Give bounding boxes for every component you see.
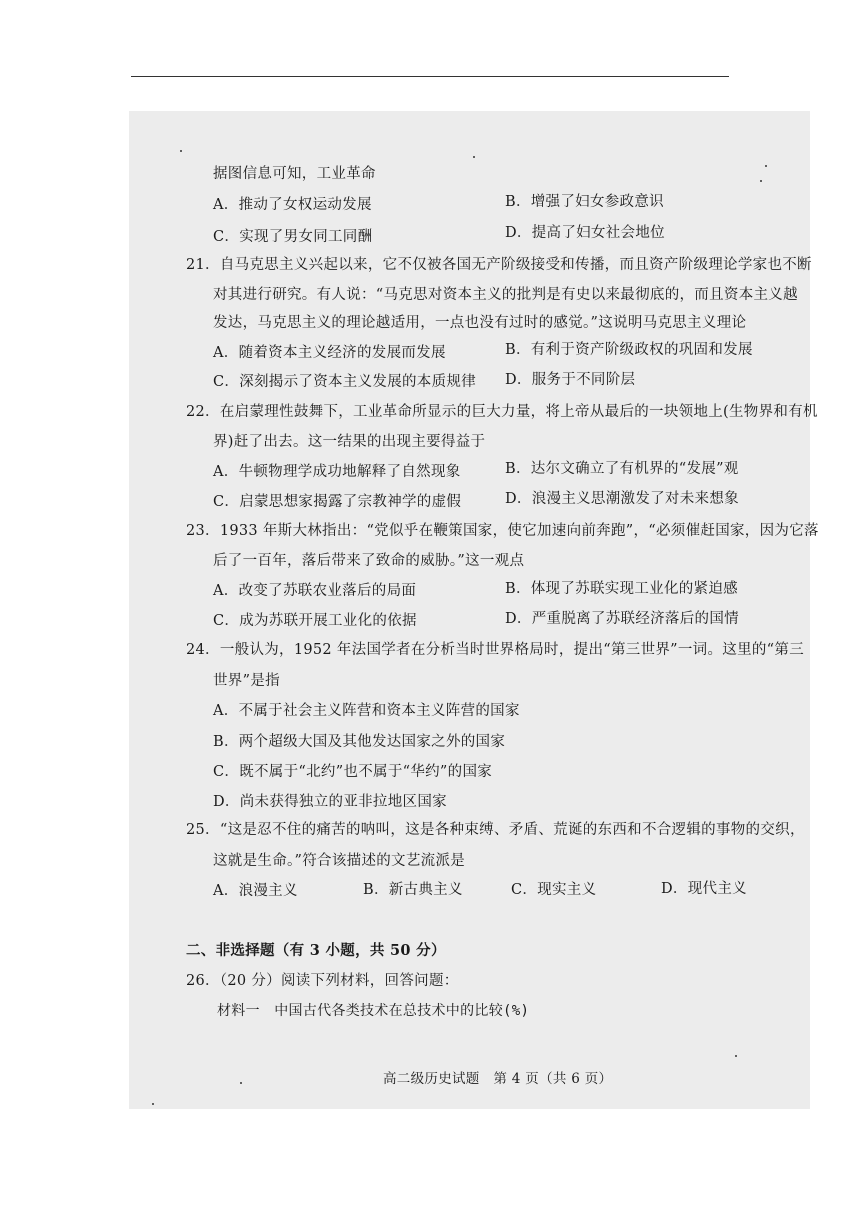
page-footer: 高二级历史试题 第 4 页（共 6 页） — [383, 1071, 613, 1087]
q25-option-b: B．新古典主义 — [363, 882, 463, 898]
q21-option-c: C．深刻揭示了资本主义发展的本质规律 — [213, 374, 476, 390]
q26-stem: 26．（20 分）阅读下列材料，回答问题： — [186, 973, 459, 989]
q22-option-b: B．达尔文确立了有机界的“发展”观 — [505, 461, 739, 477]
q23-option-d: D．严重脱离了苏联经济落后的国情 — [505, 611, 739, 627]
q23-stem-line2: 后了一百年，落后带来了致命的威胁。”这一观点 — [213, 553, 525, 569]
q25-option-c: C．现实主义 — [511, 882, 597, 898]
q25-stem-line2: 这就是生命。”符合该描述的文艺流派是 — [213, 853, 466, 869]
q25-option-a: A．浪漫主义 — [213, 883, 298, 899]
q20-option-c: C．实现了男女同工同酬 — [213, 229, 373, 245]
q25-option-d: D．现代主义 — [661, 881, 747, 897]
q22-option-c: C．启蒙思想家揭露了宗教神学的虚假 — [213, 494, 462, 510]
scan-speck — [735, 1055, 737, 1057]
q23-option-b: B．体现了苏联实现工业化的紧迫感 — [505, 581, 738, 597]
q20-stem: 据图信息可知，工业革命 — [213, 166, 376, 182]
q21-option-b: B．有利于资产阶级政权的巩固和发展 — [505, 342, 753, 358]
q21-stem-line3: 发达，马克思主义的理论越适用，一点也没有过时的感觉。”这说明马克思主义理论 — [213, 315, 747, 331]
q25-stem-line1: 25．“这是忍不住的痛苦的呐叫，这是各种束缚、矛盾、荒诞的东西和不合逻辑的事物的交织， — [186, 822, 805, 838]
q22-stem-line2: 界)赶了出去。这一结果的出现主要得益于 — [213, 434, 486, 450]
q20-option-b: B．增强了妇女参政意识 — [505, 194, 664, 210]
q20-option-a: A．推动了女权运动发展 — [213, 197, 372, 213]
q24-option-c: C．既不属于“北约”也不属于“华约”的国家 — [213, 764, 493, 780]
q21-option-d: D．服务于不同阶层 — [505, 372, 636, 388]
scan-speck — [180, 150, 182, 152]
q23-option-c: C．成为苏联开展工业化的依据 — [213, 613, 417, 629]
scan-speck — [473, 156, 475, 158]
scan-speck — [765, 165, 767, 167]
q24-stem-line1: 24．一般认为，1952 年法国学者在分析当时世界格局时，提出“第三世界”一词。这里的“第三 — [186, 642, 804, 658]
q23-option-a: A．改变了苏联农业落后的局面 — [213, 583, 417, 599]
section-title: 二、非选择题（有 3 小题，共 50 分） — [186, 942, 446, 959]
q20-option-d: D．提高了妇女社会地位 — [505, 225, 665, 241]
q26-material1-title: 材料一 中国古代各类技术在总技术中的比较(%) — [217, 1003, 530, 1019]
q22-option-a: A．牛顿物理学成功地解释了自然现象 — [213, 464, 461, 480]
q24-option-d: D．尚未获得独立的亚非拉地区国家 — [213, 794, 447, 810]
scan-speck — [760, 180, 762, 182]
scan-speck — [152, 1103, 154, 1105]
q21-option-a: A．随着资本主义经济的发展而发展 — [213, 345, 446, 361]
q24-stem-line2: 世界”是指 — [213, 673, 280, 689]
q22-stem-line1: 22．在启蒙理性鼓舞下，工业革命所显示的巨大力量，将上帝从最后的一块领地上(生物界和有机 — [186, 404, 818, 420]
q24-option-a: A．不属于社会主义阵营和资本主义阵营的国家 — [213, 703, 520, 719]
q21-stem-line2: 对其进行研究。有人说：“马克思对资本主义的批判是有史以来最彻底的，而且资本主义越 — [213, 287, 798, 303]
q21-stem-line1: 21．自马克思主义兴起以来，它不仅被各国无产阶级接受和传播，而且资产阶级理论学家也不断 — [186, 257, 812, 273]
scan-speck — [240, 1082, 242, 1084]
q24-option-b: B．两个超级大国及其他发达国家之外的国家 — [213, 734, 506, 750]
q23-stem-line1: 23．1933 年斯大林指出：“党似乎在鞭策国家，使它加速向前奔跑”，“必须催赶国家，因为它落 — [186, 523, 819, 539]
q22-option-d: D．浪漫主义思潮激发了对未来想象 — [505, 491, 739, 507]
